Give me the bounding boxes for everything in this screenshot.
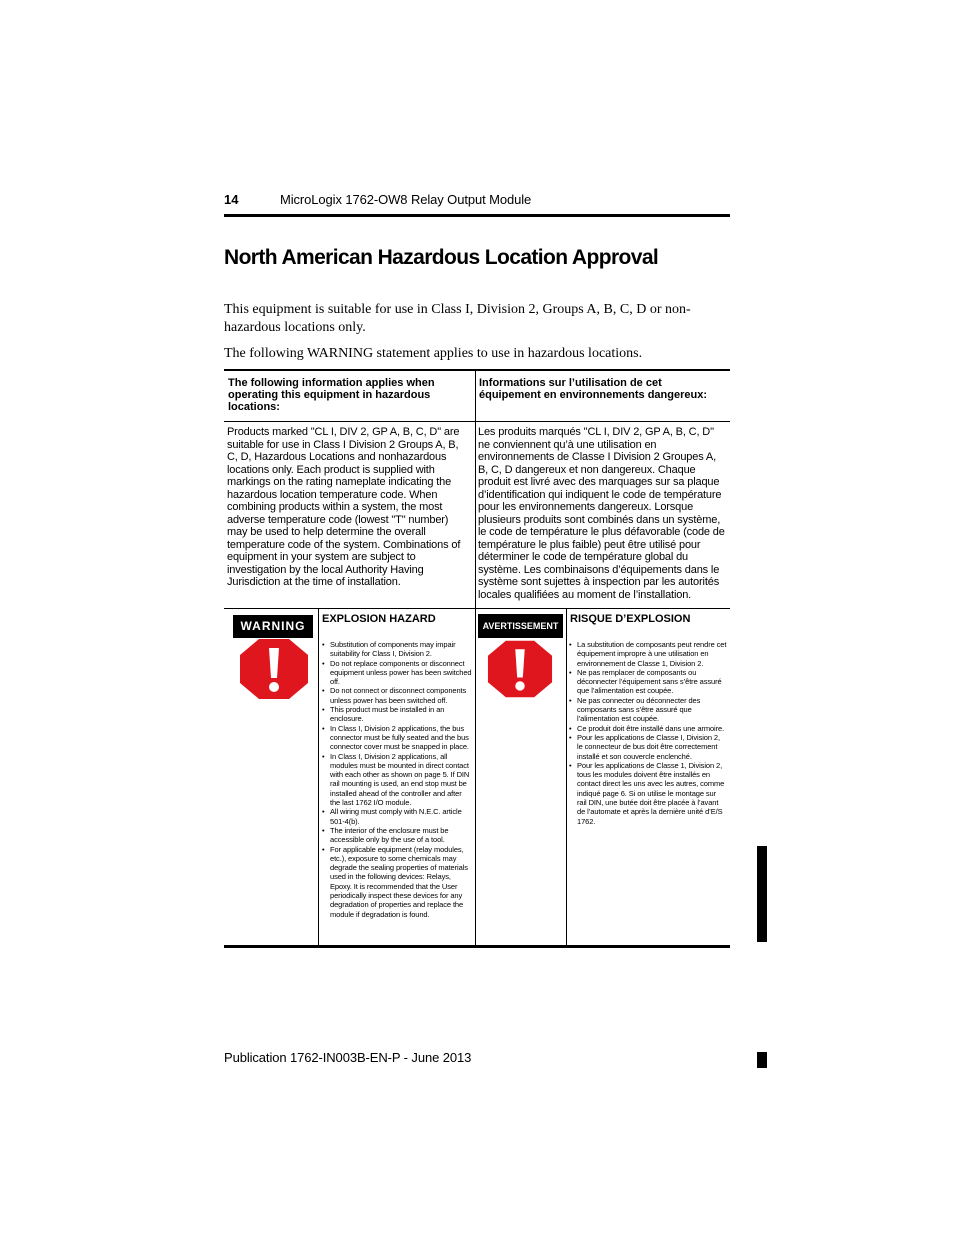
table-top-rule — [224, 369, 730, 371]
hazard-list-french — [569, 640, 727, 826]
page-number: 14 — [224, 192, 239, 207]
list-item: • In Class I, Division 2 applications, the bus connector must be fully seated and the bus connector cover must be snapped in place. — [322, 724, 472, 752]
list-item: • Ne pas remplacer de composants ou déconnecter l’équipement sans s’être assuré que l’alimentation est coupée. — [569, 668, 727, 696]
table-body-french: Les produits marqués "CL I, DIV 2, GP A, B, C, D" ne conviennent qu’à une utilisation en environnements de Classe I Division 2 Groupes A, B, C, D dangereux et non dangereux. Chaque produit est livré avec des marquages sur sa plaque d’identification qui indiquent le code de température pour les environnements dangereux. Lorsque plusieurs produits sont combinés dans un système, le code de température le plus défavorable (code de température le plus faible) peut être utilisé pour déterminer le code de température global du système. Les combinaisons d’équipements dans le système sont sujettes à inspection par les autorités locales qualifiées au moment de l’installation. — [478, 426, 725, 601]
table-body-divider — [224, 608, 730, 609]
warning-label: WARNING — [233, 615, 313, 638]
exclamation-octagon-icon — [487, 638, 553, 700]
list-item: • Substitution of components may impair suitability for Class I, Division 2. — [322, 640, 472, 659]
warning-en-divider — [318, 609, 319, 945]
list-item: • The interior of the enclosure must be accessible only by the use of a tool. — [322, 826, 472, 845]
list-item: • La substitution de composants peut rendre cet équipement impropre à une utilisation en environnement de Classe 1, Division 2. — [569, 640, 727, 668]
table-body-english: Products marked "CL I, DIV 2, GP A, B, C, D" are suitable for use in Class I Division 2 Groups A, B, C, D, Hazardous Locations and nonhazardous locations only. Each product is supplied with markings on the rating nameplate indicating the hazardous location temperature code. When combining products within a system, the most adverse temperature code (lowest "T" number) may be used to help determine the overall temperature code of the system. Combinations of equipment in your system are subject to investigation by the local Authority Having Jurisdiction at the time of installation. — [227, 426, 461, 588]
header-rule — [224, 214, 730, 217]
list-item: • Pour les applications de Classe I, Division 2, le connecteur de bus doit être correctement installé et son couvercle enclenché. — [569, 733, 727, 761]
exclamation-octagon-icon — [239, 638, 309, 700]
table-header-french: Informations sur l’utilisation de cet équipement en environnements dangereux: — [479, 377, 707, 401]
intro-paragraph: This equipment is suitable for use in Class I, Division 2, Groups A, B, C, D or non-hazardous locations only. — [224, 302, 691, 335]
running-title: MicroLogix 1762-OW8 Relay Output Module — [280, 192, 532, 207]
hazard-title-french: RISQUE D’EXPLOSION — [570, 613, 691, 625]
table-header-divider — [224, 421, 730, 422]
list-item: • For applicable equipment (relay modules, etc.), exposure to some chemicals may degrade the sealing properties of materials used in the following devices: Relays, Epoxy. It is recommended that the User periodically inspect these devices for any degradation of properties and replace the module if degradation is found. — [322, 845, 472, 919]
section-heading: North American Hazardous Location Approval — [224, 246, 659, 269]
list-item: • Ce produit doit être installé dans une armoire. — [569, 724, 727, 733]
list-item: • Pour les applications de Classe 1, Division 2, tous les modules doivent être installés en contact direct les uns avec les autres, comme indiqué page 6. Si on utilise le montage sur rail DIN, une butée doit être placée à l’avant de l’automate et après la dernière unité d’E/S 1762. — [569, 761, 727, 826]
table-bottom-rule — [224, 945, 730, 948]
avertissement-label: AVERTISSEMENT — [478, 614, 563, 638]
warning-fr-divider — [566, 609, 567, 945]
list-item: • Do not connect or disconnect components unless power has been switched off. — [322, 686, 472, 705]
table-column-divider — [475, 371, 476, 945]
list-item: • This product must be installed in an enclosure. — [322, 705, 472, 724]
list-item: • All wiring must comply with N.E.C. article 501-4(b). — [322, 807, 472, 826]
hazard-title-english: EXPLOSION HAZARD — [322, 613, 436, 625]
list-item: • In Class I, Division 2 applications, all modules must be mounted in direct contact with each other as shown on page 5. If DIN rail mounting is used, an end stop must be installed ahead of the controller and after the last 1762 I/O module. — [322, 752, 472, 808]
footer-marker — [757, 1052, 767, 1068]
chapter-thumb-tab — [757, 846, 767, 942]
list-item: • Do not replace components or disconnect equipment unless power has been switched off. — [322, 659, 472, 687]
table-header-english: The following information applies when operating this equipment in hazardous locations: — [228, 377, 435, 413]
hazard-list-english — [322, 640, 472, 919]
publication-footer: Publication 1762-IN003B-EN-P - June 2013 — [224, 1050, 472, 1065]
list-item: • Ne pas connecter ou déconnecter des composants sans s’être assuré que l’alimentation est coupée. — [569, 696, 727, 724]
warning-applies-paragraph: The following WARNING statement applies to use in hazardous locations. — [224, 346, 643, 361]
